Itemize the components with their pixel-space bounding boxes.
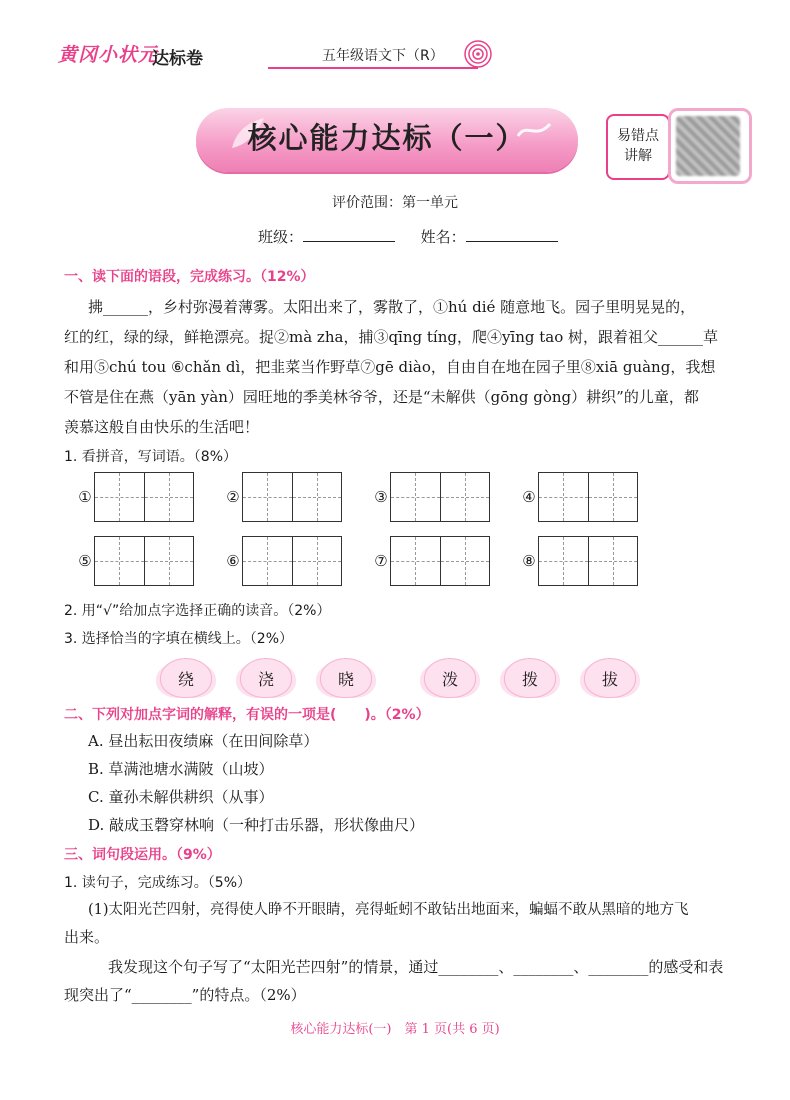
brand-suffix: 达标卷 (152, 49, 203, 69)
writing-grid[interactable] (242, 472, 342, 522)
grid-label: ⑦ (374, 552, 388, 570)
passage-line-5: 羡慕这般自由快乐的生活吧！ (64, 418, 260, 436)
char-choice[interactable]: 晓 (320, 658, 372, 698)
name-label: 姓名： (420, 228, 466, 246)
grid-6[interactable] (224, 536, 342, 586)
writing-grid[interactable] (94, 472, 194, 522)
error-explain-label (606, 114, 670, 180)
question-1-3: 3. 选择恰当的字填在横线上。（2%） (64, 631, 294, 647)
option-b[interactable]: B. 草满池塘水满陂（山坡） (88, 760, 274, 778)
grid-2[interactable] (224, 472, 342, 522)
grid-label: ⑥ (226, 552, 240, 570)
char-choice[interactable]: 泼 (424, 658, 476, 698)
question-1-2: 2. 用“√”给加点字选择正确的读音。（2%） (64, 603, 331, 619)
task-line-1: 我发现这个句子写了“太阳光芒四射”的情景，通过________、________、________的感受和表 (108, 958, 724, 976)
side-label-line-1: 易错点 (617, 128, 659, 144)
grid-label: ⑧ (522, 552, 536, 570)
passage-line-1: 拂______，乡村弥漫着薄雾。太阳出来了，雾散了，①hú dié 随意地飞。园子里明晃晃的， (88, 298, 696, 316)
page-footer: 核心能力达标(一) 第 1 页(共 6 页) (290, 1022, 500, 1037)
question-3-1: 1. 读句子，完成练习。（5%） (64, 875, 252, 891)
swirl-icon (462, 38, 494, 70)
grid-label: ③ (374, 488, 388, 506)
writing-grid[interactable] (390, 472, 490, 522)
option-d[interactable]: D. 敲成玉磬穿林响（一种打击乐器，形状像曲尺） (88, 816, 425, 834)
writing-grid[interactable] (538, 472, 638, 522)
qr-code-icon[interactable] (676, 116, 740, 176)
task-line-2: 现突出了“________”的特点。（2%） (64, 986, 306, 1004)
class-label: 班级： (258, 228, 304, 246)
section-1-title: 一、读下面的语段，完成练习。（12%） (64, 269, 315, 285)
char-choice[interactable]: 浇 (240, 658, 292, 698)
grid-7[interactable] (372, 536, 490, 586)
sentence-line-1: (1)太阳光芒四射，亮得使人睁不开眼睛，亮得蚯蚓不敢钻出地面来，蝙蝠不敢从黑暗的地方飞 (88, 902, 689, 918)
option-c[interactable]: C. 童孙未解供耕织（从事） (88, 788, 274, 806)
char-choice[interactable]: 绕 (160, 658, 212, 698)
char-choice[interactable]: 拔 (584, 658, 636, 698)
section-3-title: 三、词句段运用。（9%） (64, 847, 221, 863)
grid-8[interactable] (520, 536, 638, 586)
passage-line-4: 不管是住在燕（yān yàn）园旺地的季美林爷爷，还是“未解供（gōng gòng）耕织”的儿童，都 (64, 388, 699, 406)
passage-line-2: 红的红，绿的绿，鲜艳漂亮。捉②mà zha，捕③qīng tíng，爬④yīng tao 树，跟着祖父______草 (64, 328, 719, 346)
brand-logo: 黄冈小状元 (58, 44, 159, 66)
grid-label: ② (226, 488, 240, 506)
grid-4[interactable] (520, 472, 638, 522)
section-2-title: 二、下列对加点字词的解释，有误的一项是( )。（2%） (64, 707, 430, 723)
grid-3[interactable] (372, 472, 490, 522)
grid-1[interactable] (76, 472, 194, 522)
page-title: 核心能力达标（一） (247, 121, 527, 155)
question-1-1: 1. 看拼音，写词语。（8%） (64, 449, 238, 465)
char-choices-right (424, 658, 636, 698)
char-choices-left (160, 658, 372, 698)
sentence-line-2: 出来。 (64, 928, 110, 946)
grade-label: 五年级语文下（R） (322, 48, 444, 64)
option-a[interactable]: A. 昼出耘田夜绩麻（在田间除草） (88, 732, 319, 750)
writing-grid[interactable] (538, 536, 638, 586)
evaluation-scope: 评价范围：第一单元 (332, 195, 458, 211)
char-choice[interactable]: 拨 (504, 658, 556, 698)
writing-grid[interactable] (390, 536, 490, 586)
name-field[interactable] (466, 227, 558, 242)
header-divider (268, 67, 478, 69)
side-label-line-2: 讲解 (624, 148, 652, 164)
passage-line-3: 和用⑤chú tou ⑥chǎn dì，把韭菜当作野草⑦gē diào，自由自在地在园子里⑧xiā guàng，我想 (64, 358, 716, 376)
class-field[interactable] (303, 227, 395, 242)
grid-label: ④ (522, 488, 536, 506)
writing-grid[interactable] (242, 536, 342, 586)
grid-5[interactable] (76, 536, 194, 586)
writing-grid[interactable] (94, 536, 194, 586)
grid-label: ① (78, 488, 92, 506)
student-info (258, 226, 558, 247)
grid-label: ⑤ (78, 552, 92, 570)
